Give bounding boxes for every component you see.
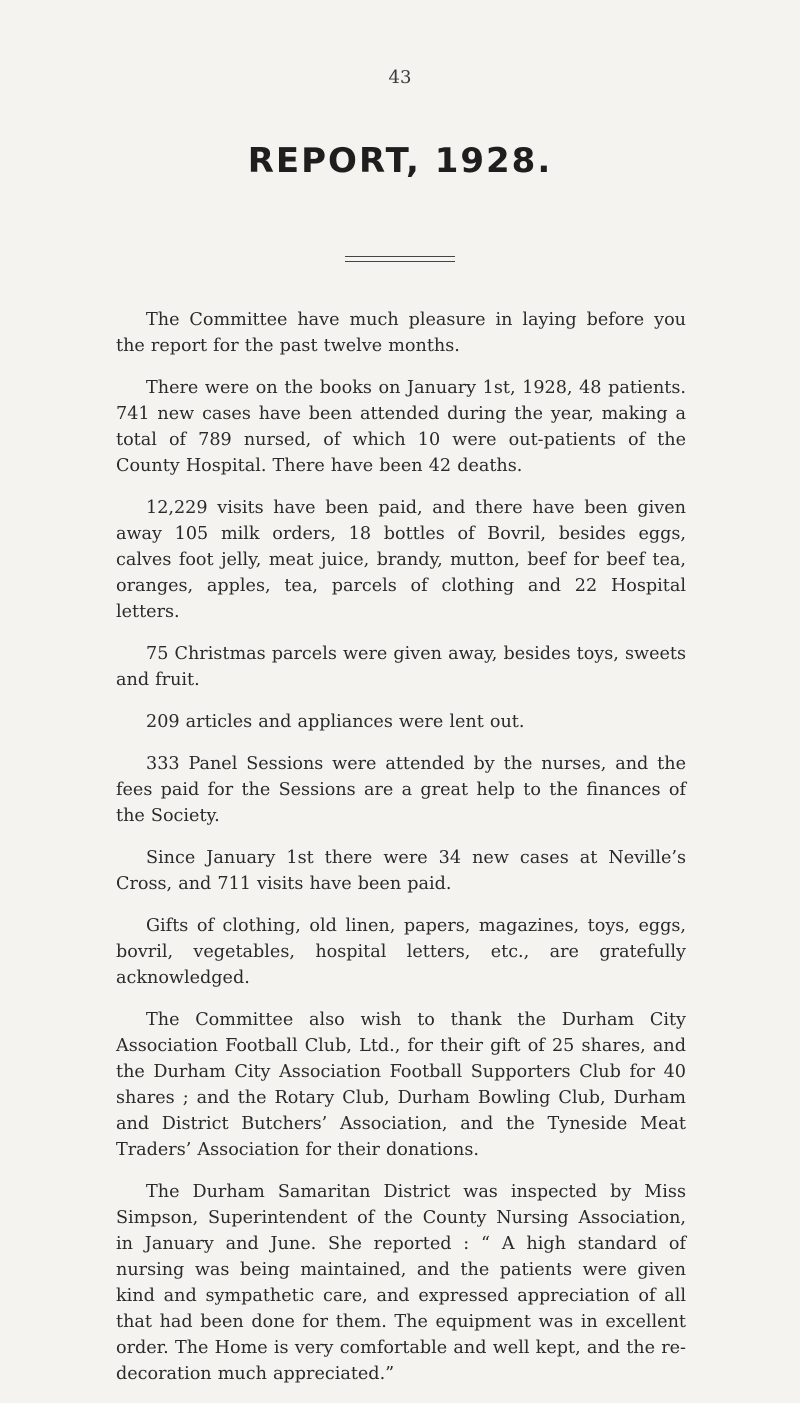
paragraph-inspection: The Durham Samaritan District was inspected by Miss Simpson, Superintendent of the County Nursing Association, in January and June. She reported : “ A high standard of nursing was being maintained, and the patients were given kind and sympathetic care, and expressed appreciation of all that had been done for them. The equipment was in excellent order. The Home is very comfortable and well kept, and the re-decoration much appreciated.” xyxy=(116,1182,686,1384)
title-divider-top xyxy=(345,256,455,257)
report-body xyxy=(116,307,686,1403)
paragraph-gifts: Gifts of clothing, old linen, papers, magazines, toys, eggs, bovril, vegetables, hospital letters, etc., are gratefully acknowledged. xyxy=(116,916,686,988)
paragraph-nevilles-cross: Since January 1st there were 34 new cases at Neville’s Cross, and 711 visits have been paid. xyxy=(116,848,686,894)
paragraph-thanks: The Committee also wish to thank the Durham City Association Football Club, Ltd., for their gift of 25 shares, and the Durham City Association Football Supporters Club for 40 shares ; and the Rotary Club, Durham Bowling Club, Durham and District Butchers’ Association, and the Tyneside Meat Traders’ Association for their donations. xyxy=(116,1010,686,1160)
paragraph-visits: 12,229 visits have been paid, and there have been given away 105 milk orders, 18 bottles of Bovril, besides eggs, calves foot jelly, meat juice, brandy, mutton, beef for beef tea, oranges, apples, tea, parcels of clothing and 22 Hospital letters. xyxy=(116,498,686,622)
paragraph-patients: There were on the books on January 1st, 1928, 48 patients. 741 new cases have been attended during the year, making a total of 789 nursed, of which 10 were out-patients of the County Hospital. There have been 42 deaths. xyxy=(116,378,686,476)
paragraph-christmas: 75 Christmas parcels were given away, besides toys, sweets and fruit. xyxy=(116,644,686,690)
paragraph-intro: The Committee have much pleasure in laying before you the report for the past twelve months. xyxy=(116,310,686,356)
paragraph-panel-sessions: 333 Panel Sessions were attended by the nurses, and the fees paid for the Sessions are a great help to the finances of the Society. xyxy=(116,754,686,826)
report-title: REPORT, 1928. xyxy=(247,141,553,181)
page-number: 43 xyxy=(388,67,412,88)
paragraph-appliances: 209 articles and appliances were lent out. xyxy=(146,712,525,732)
title-divider-bottom xyxy=(345,261,455,262)
